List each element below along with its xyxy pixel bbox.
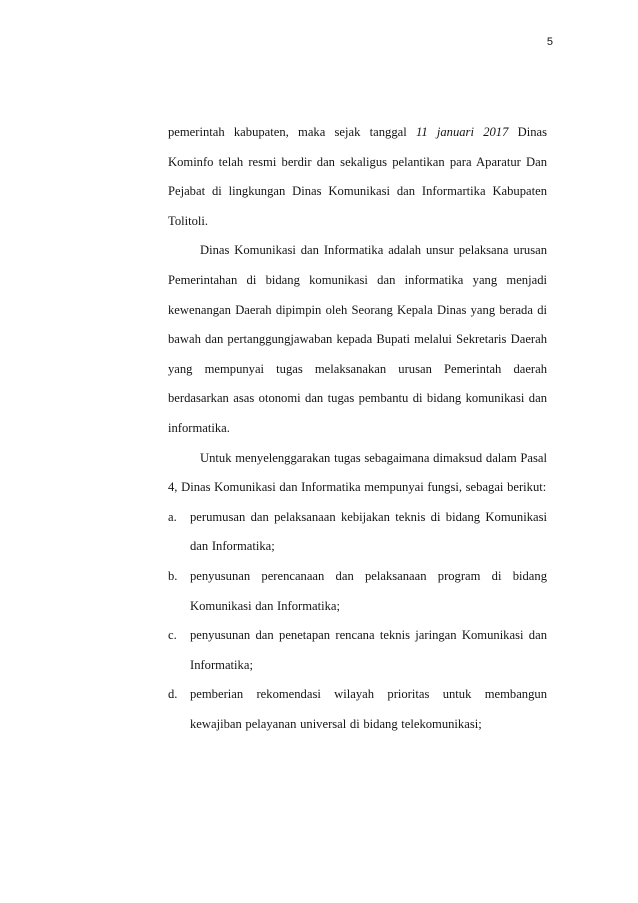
list-marker: c. [168, 628, 177, 643]
list-marker: a. [168, 509, 177, 524]
paragraph-dinas-description: Dinas Komunikasi dan Informatika adalah unsur pelaksana urusan Pemerintahan di bidang komunikasi dan informatika yang menjadi kewenangan Daerah dipimpin oleh Seorang Kepala Dinas yang berada di bawah dan pertanggungjawaban kepada Bupati melalui Sekretaris Daerah yang mempunyai tugas melaksanakan urusan Pemerintah daerah berdasarkan asas otonomi dan tugas pembantu di bidang komunikasi dan informatika. [168, 243, 547, 435]
list-item-text: perumusan dan pelaksanaan kebijakan teknis di bidang Komunikasi dan Informatika; [190, 509, 547, 554]
page-number: 5 [546, 36, 553, 48]
paragraph-functions-intro: Untuk menyelenggarakan tugas sebagaimana dimaksud dalam Pasal 4, Dinas Komunikasi dan Informatika mempunyai fungsi, sebagai berikut: [168, 450, 547, 495]
list-item-text: penyusunan dan penetapan rencana teknis jaringan Komunikasi dan Informatika; [190, 628, 547, 672]
date-text: 11 januari 2017 [415, 125, 509, 139]
list-item [168, 562, 547, 621]
document-body [168, 118, 547, 739]
list-item-text: penyusunan perencanaan dan pelaksanaan program di bidang Komunikasi dan Informatika; [190, 568, 547, 613]
list-item [168, 503, 547, 562]
paragraph-text: Dinas Kominfo telah resmi berdir dan sekaligus pelantikan para Aparatur Dan Pejabat di lingkungan Dinas Komunikasi dan Informartika Kabupaten Tolitoli. [168, 125, 548, 228]
list-item-text: pemberian rekomendasi wilayah prioritas untuk membangun kewajiban pelayanan universal di bidang telekomunikasi; [190, 687, 547, 731]
paragraph-continuation [168, 118, 547, 236]
list-marker: d. [168, 687, 178, 702]
list-item [168, 621, 547, 680]
list-item [168, 680, 547, 739]
paragraph-text: pemerintah kabupaten, maka sejak tanggal [168, 125, 416, 139]
list-marker: b. [168, 568, 178, 583]
